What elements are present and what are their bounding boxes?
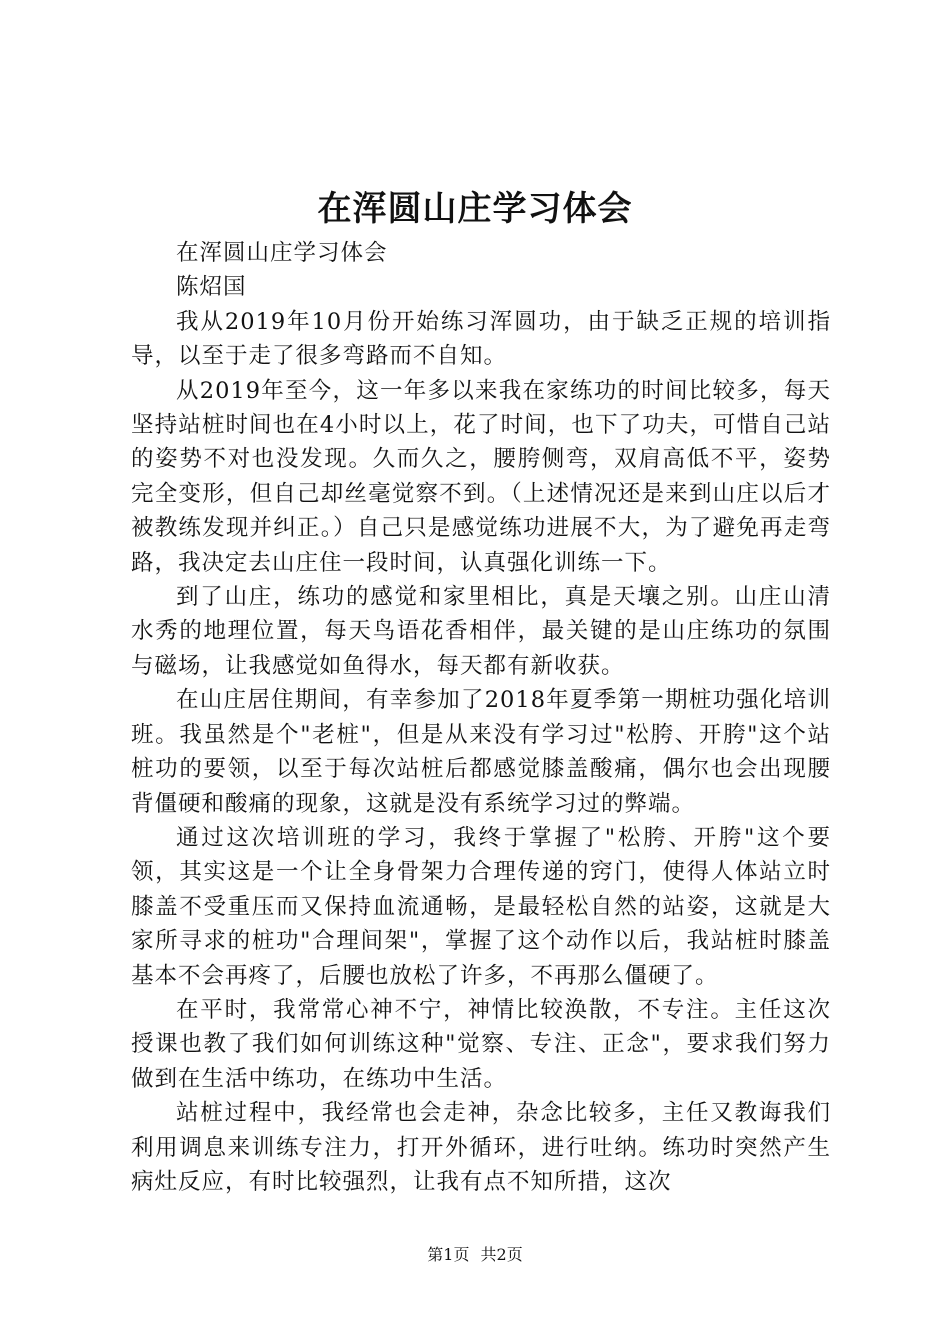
body-paragraph: 到了山庄，练功的感觉和家里相比，真是天壤之别。山庄山清水秀的地理位置，每天鸟语花香相伴，最关键的是山庄练功的氛围与磁场，让我感觉如鱼得水，每天都有新收获。	[131, 584, 831, 679]
page-total: 共2页	[480, 1245, 523, 1264]
body-paragraph: 从2019年至今，这一年多以来我在家练功的时间比较多，每天坚持站桩时间也在4小时以上，花了时间，也下了功夫，可惜自己站的姿势不对也没发现。久而久之，腰胯侧弯，双肩高低不平，姿势完全变形，但自己却丝毫觉察不到。（上述情况还是来到山庄以后才被教练发现并纠正。）自己只是感觉练功进展不大，为了避免再走弯路，我决定去山庄住一段时间，认真强化训练一下。	[131, 377, 831, 576]
body-paragraph: 我从2019年10月份开始练习浑圆功，由于缺乏正规的培训指导，以至于走了很多弯路而不自知。	[131, 308, 831, 370]
body-paragraph: 通过这次培训班的学习，我终于掌握了"松胯、开胯"这个要领，其实这是一个让全身骨架力合理传递的窍门，使得人体站立时膝盖不受重压而又保持血流通畅，是最轻松自然的站姿，这就是大家所寻求的桩功"合理间架"，掌握了这个动作以后，我站桩时膝盖基本不会再疼了，后腰也放松了许多，不再那么僵硬了。	[131, 824, 831, 989]
body-paragraph: 在山庄居住期间，有幸参加了2018年夏季第一期桩功强化培训班。我虽然是个"老桩"，但是从来没有学习过"松胯、开胯"这个站桩功的要领，以至于每次站桩后都感觉膝盖酸痛，偶尔也会出现腰背僵硬和酸痛的现象，这就是没有系统学习过的弊端。	[131, 687, 831, 817]
author-paragraph: 陈炤国	[176, 274, 247, 301]
page-number: 第1页	[427, 1245, 470, 1264]
document-body	[131, 236, 831, 1199]
subtitle-paragraph: 在浑圆山庄学习体会	[176, 240, 388, 266]
body-paragraph: 站桩过程中，我经常也会走神，杂念比较多，主任又教诲我们利用调息来训练专注力，打开外循环，进行吐纳。练功时突然产生病灶反应，有时比较强烈，让我有点不知所措，这次	[131, 1100, 831, 1195]
document-title: 在浑圆山庄学习体会	[317, 189, 633, 229]
body-paragraph: 在平时，我常常心神不宁，神情比较涣散，不专注。主任这次授课也教了我们如何训练这种"觉察、专注、正念"，要求我们努力做到在生活中练功，在练功中生活。	[131, 996, 831, 1092]
page-footer	[0, 1243, 950, 1267]
